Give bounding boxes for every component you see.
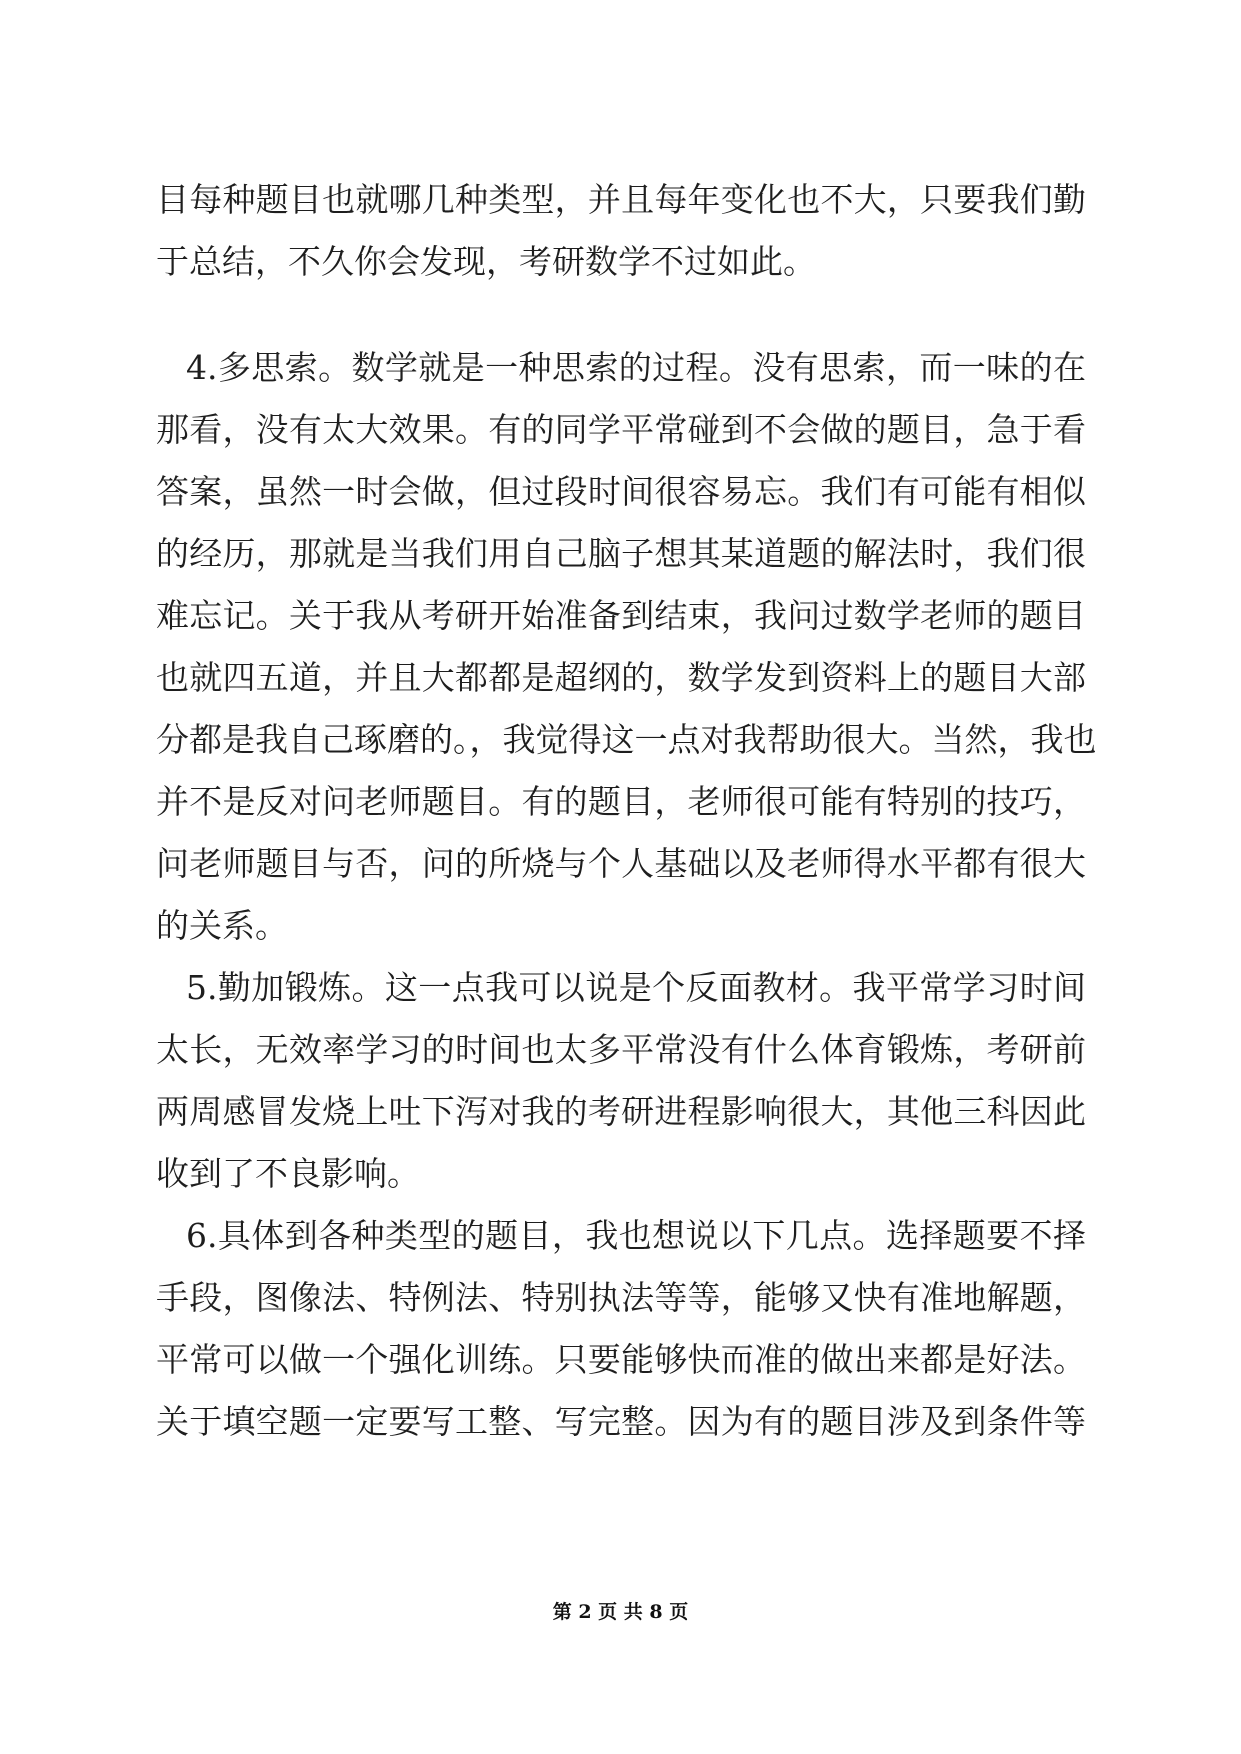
text-line: 关于填空题一定要写工整、写完整。因为有的题目涉及到条件等 xyxy=(156,1402,1086,1441)
text-line: 6.具体到各种类型的题目，我也想说以下几点。选择题要不择 xyxy=(186,1216,1086,1255)
text-line: 分都是我自己琢磨的。，我觉得这一点对我帮助很大。当然，我也 xyxy=(156,720,1097,759)
text-line: 问老师题目与否，问的所烧与个人基础以及老师得水平都有很大 xyxy=(156,844,1086,883)
page-footer: 第 2 页 共 8 页 xyxy=(552,1601,689,1623)
text-line: 5.勤加锻炼。这一点我可以说是个反面教材。我平常学习时间 xyxy=(186,968,1086,1007)
text-line: 收到了不良影响。 xyxy=(156,1154,420,1193)
text-line: 4.多思索。数学就是一种思索的过程。没有思索，而一味的在 xyxy=(186,348,1086,387)
text-line: 目每种题目也就哪几种类型，并且每年变化也不大，只要我们勤 xyxy=(156,180,1086,219)
text-line: 平常可以做一个强化训练。只要能够快而准的做出来都是好法。 xyxy=(156,1340,1086,1379)
text-line: 那看，没有太大效果。有的同学平常碰到不会做的题目，急于看 xyxy=(156,410,1086,449)
text-line: 难忘记。关于我从考研开始准备到结束，我问过数学老师的题目 xyxy=(156,596,1086,635)
text-line: 太长，无效率学习的时间也太多平常没有什么体育锻炼，考研前 xyxy=(156,1030,1086,1069)
text-line: 答案，虽然一时会做，但过段时间很容易忘。我们有可能有相似 xyxy=(156,472,1086,511)
text-line: 并不是反对问老师题目。有的题目，老师很可能有特别的技巧， xyxy=(156,782,1086,821)
text-line: 的关系。 xyxy=(156,906,288,945)
text-line: 手段，图像法、特例法、特别执法等等，能够又快有准地解题， xyxy=(156,1278,1086,1317)
text-line: 两周感冒发烧上吐下泻对我的考研进程影响很大，其他三科因此 xyxy=(156,1092,1086,1131)
text-line: 的经历，那就是当我们用自己脑子想其某道题的解法时，我们很 xyxy=(156,534,1086,573)
text-line: 也就四五道，并且大都都是超纲的，数学发到资料上的题目大部 xyxy=(156,658,1086,697)
text-line: 于总结，不久你会发现，考研数学不过如此。 xyxy=(156,242,816,281)
